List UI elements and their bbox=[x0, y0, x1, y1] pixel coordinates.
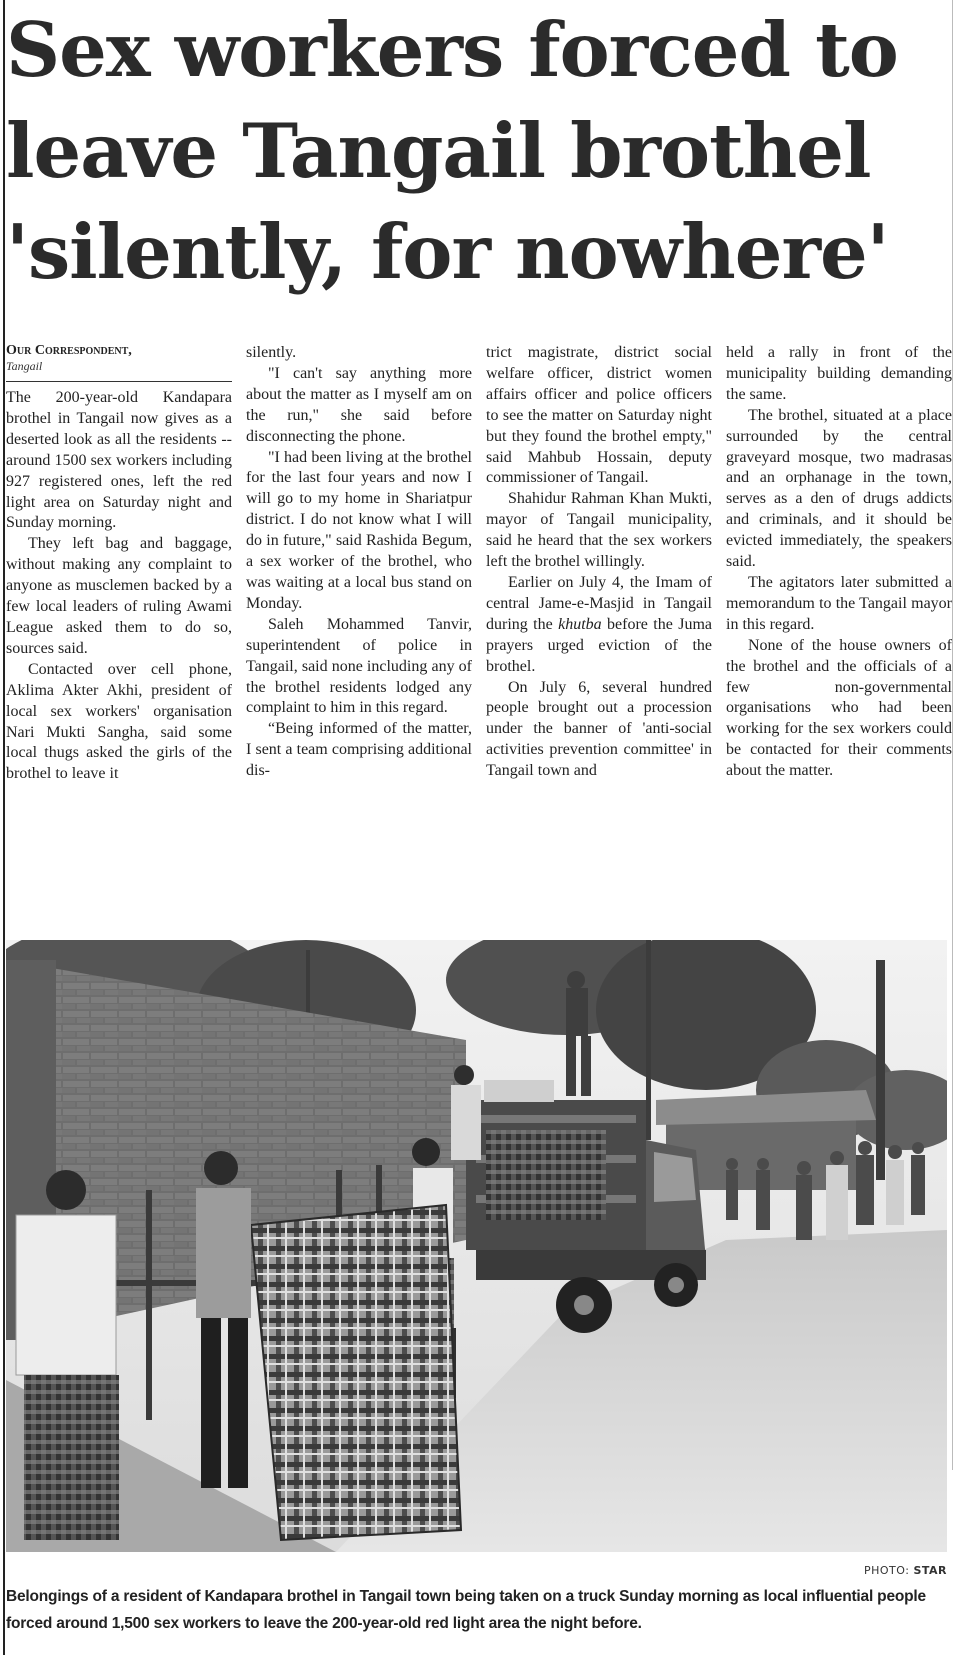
paragraph: Shahidur Rahman Khan Mukti, mayor of Tangail municipality, said he heard that the sex workers left the brothel willingly. bbox=[486, 490, 712, 571]
paragraph: "I had been living at the brothel for the last four years and now I will go to my home in Shariatpur district. I do not know what I will do in future," said Rashida Begum, a sex worker of the brothel, who was waiting at a local bus stand on Monday. bbox=[246, 448, 472, 612]
paragraph: On July 6, several hundred people brought out a procession under the banner of 'anti-social activities prevention committee' in Tangail town and bbox=[486, 678, 712, 780]
photo-credit-label: PHOTO: bbox=[863, 1564, 910, 1577]
paragraph: The brothel, situated at a place surrounded by the central graveyard mosque, two madrasas and an orphanage in the town, serves as a den of drugs addicts and criminals, and it should be evicted immediately, the speakers said. bbox=[726, 406, 952, 571]
article-column-1 bbox=[6, 343, 232, 785]
byline-location: Tangail bbox=[6, 359, 232, 382]
right-rule bbox=[952, 0, 953, 1470]
headline-line-2: leave Tangail brothel bbox=[6, 107, 871, 195]
paragraph: "I can't say anything more about the matter as I myself am on the run," she said before disconnecting the phone. bbox=[246, 364, 472, 445]
news-photo bbox=[6, 940, 947, 1552]
left-rule bbox=[3, 0, 5, 1655]
paragraph: The agitators later submitted a memorandum to the Tangail mayor in this regard. bbox=[726, 573, 952, 633]
article-column-3 bbox=[486, 343, 712, 782]
paragraph: Contacted over cell phone, Aklima Akter Akhi, president of local sex workers' organisation Nari Mukti Sangha, said some local thugs asked the girls of the brothel to leave it bbox=[6, 660, 232, 783]
article-column-2 bbox=[246, 343, 472, 782]
photo-credit-source: STAR bbox=[913, 1564, 947, 1577]
byline-author: Our Correspondent, bbox=[6, 343, 132, 358]
paragraph bbox=[486, 573, 712, 678]
paragraph: trict magistrate, district social welfare officer, district women affairs officer and police officers to see the matter on Saturday night but they found the brothel empty," said Mahbub Hossain, deputy commissioner of Tangail. bbox=[486, 344, 712, 487]
article-column-4 bbox=[726, 343, 952, 782]
photo-credit bbox=[6, 1564, 947, 1577]
headline bbox=[6, 0, 951, 303]
paragraph-text: Earlier on July 4, the Imam of central Jame-e-Masjid in Tangail during the bbox=[486, 573, 712, 633]
paragraph: held a rally in front of the municipality building demanding the same. bbox=[726, 344, 952, 403]
italic-term: khutba bbox=[558, 615, 602, 633]
paragraph: The 200-year-old Kandapara brothel in Tangail now gives as a deserted look as all the residents -- around 1500 sex workers including 927 registered ones, left the red light area on Saturday night and Sunday morning. bbox=[6, 389, 232, 532]
paragraph-text: before the Juma prayers urged eviction of the brothel. bbox=[486, 615, 713, 675]
mattress bbox=[251, 1205, 461, 1540]
headline-line-3: 'silently, for nowhere' bbox=[6, 208, 889, 296]
paragraph: Saleh Mohammed Tanvir, superintendent of police in Tangail, said none including any of the brothel residents lodged any complaint to him in this regard. bbox=[246, 615, 472, 717]
headline-line-1: Sex workers forced to bbox=[6, 6, 898, 94]
paragraph: None of the house owners of the brothel and the officials of a few non-governmental organisations who had been working for the sex workers could be contacted for their comments about the matter. bbox=[726, 636, 952, 780]
photo-illustration bbox=[6, 940, 947, 1552]
paragraph: They left bag and baggage, without making any complaint to anyone as musclemen backed by a few local leaders of ruling Awami League asked them to do so, sources said. bbox=[6, 535, 232, 657]
paragraph: “Being informed of the matter, I sent a team comprising additional dis- bbox=[246, 720, 472, 780]
paragraph: silently. bbox=[246, 344, 297, 361]
photo-caption: Belongings of a resident of Kandapara brothel in Tangail town being taken on a truck Sunday morning as local influential people forced around 1,500 sex workers to leave the 200-year-old red light area the night before. bbox=[6, 1588, 926, 1632]
